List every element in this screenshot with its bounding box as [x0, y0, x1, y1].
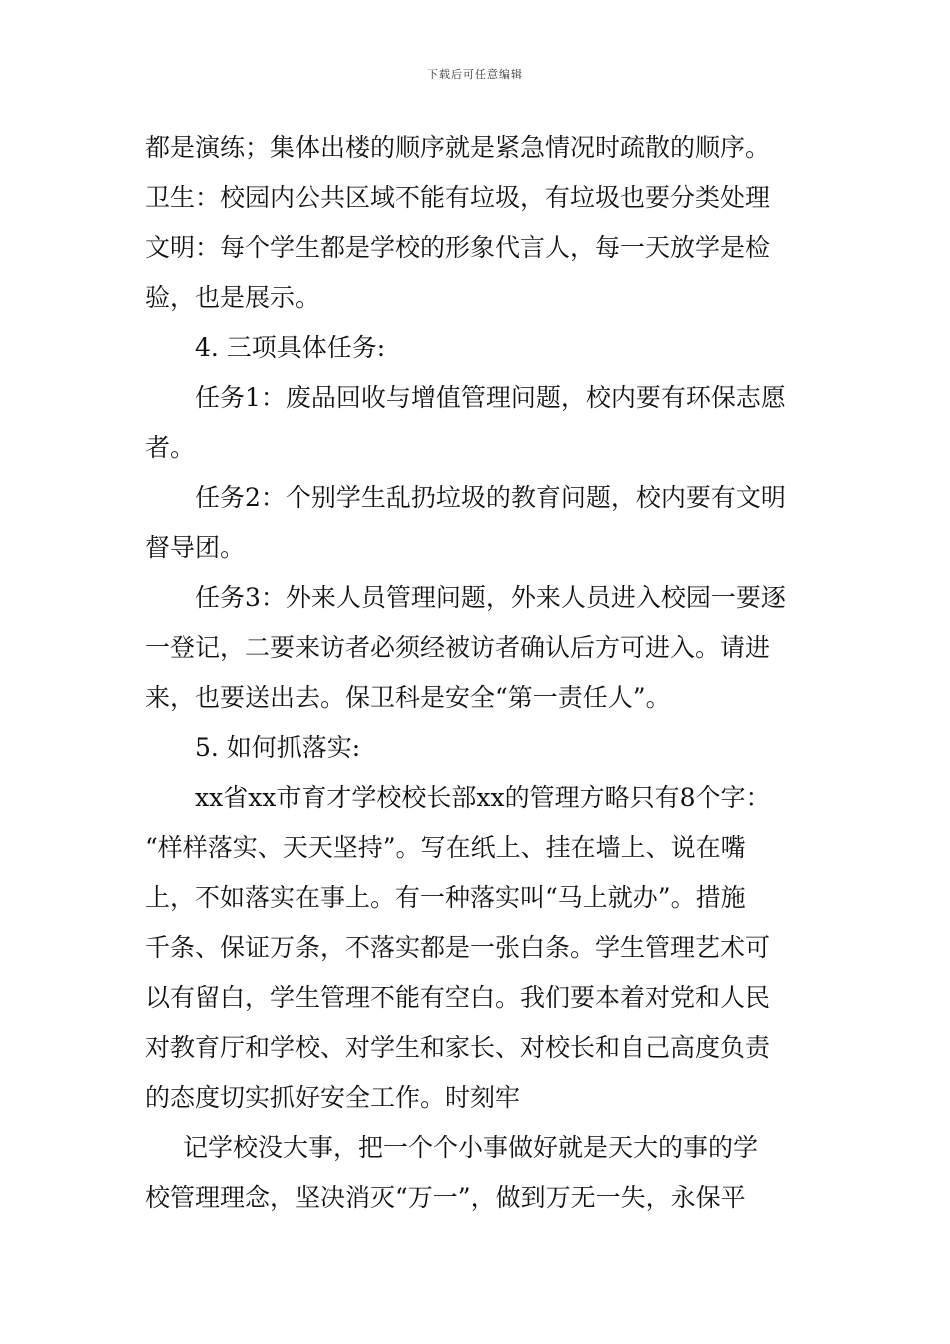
text-line: 来，也要送出去。保卫科是安全“第一责任人”。 — [145, 683, 671, 712]
text-line: 对教育厅和学校、对学生和家长、对校长和自己高度负责 — [145, 1033, 771, 1062]
text-line: “样样落实、天天坚持”。写在纸上、挂在墙上、说在嘴 — [145, 833, 746, 862]
page-header: 下载后可任意编辑 — [427, 68, 523, 81]
text-line: 校管理理念，坚决消灭“万一”，做到万无一失，永保平 — [145, 1183, 746, 1212]
section-heading: 5. 如何抓落实: — [195, 733, 361, 762]
text-line: xx省xx市育才学校校长部xx的管理方略只有8个字： — [195, 783, 771, 812]
text-line: 督导团。 — [145, 533, 246, 562]
text-line: 验，也是展示。 — [145, 283, 321, 312]
text-line: 任务1：废品回收与增值管理问题，校内要有环保志愿 — [195, 383, 786, 412]
text-line: 任务3：外来人员管理问题，外来人员进入校园一要逐 — [195, 583, 786, 612]
text-line: 者。 — [145, 433, 196, 462]
text-line: 千条、保证万条，不落实都是一张白条。学生管理艺术可 — [145, 933, 771, 962]
text-line: 任务2：个别学生乱扔垃圾的教育问题，校内要有文明 — [195, 483, 786, 512]
text-line: 文明：每个学生都是学校的形象代言人，每一天放学是检 — [145, 233, 771, 262]
text-line: 记学校没大事，把一个个小事做好就是天大的事的学 — [183, 1133, 759, 1162]
text-line: 都是演练；集体出楼的顺序就是紧急情况时疏散的顺序。 — [145, 133, 771, 162]
section-heading: 4. 三项具体任务: — [195, 333, 386, 362]
text-line: 上，不如落实在事上。有一种落实叫“马上就办”。措施 — [145, 883, 746, 912]
text-line: 一登记，二要来访者必须经被访者确认后方可进入。请进 — [145, 633, 771, 662]
text-line: 卫生：校园内公共区域不能有垃圾，有垃圾也要分类处理 — [145, 183, 771, 212]
text-line: 以有留白，学生管理不能有空白。我们要本着对党和人民 — [145, 983, 771, 1012]
text-line: 的态度切实抓好安全工作。时刻牢 — [145, 1083, 521, 1112]
